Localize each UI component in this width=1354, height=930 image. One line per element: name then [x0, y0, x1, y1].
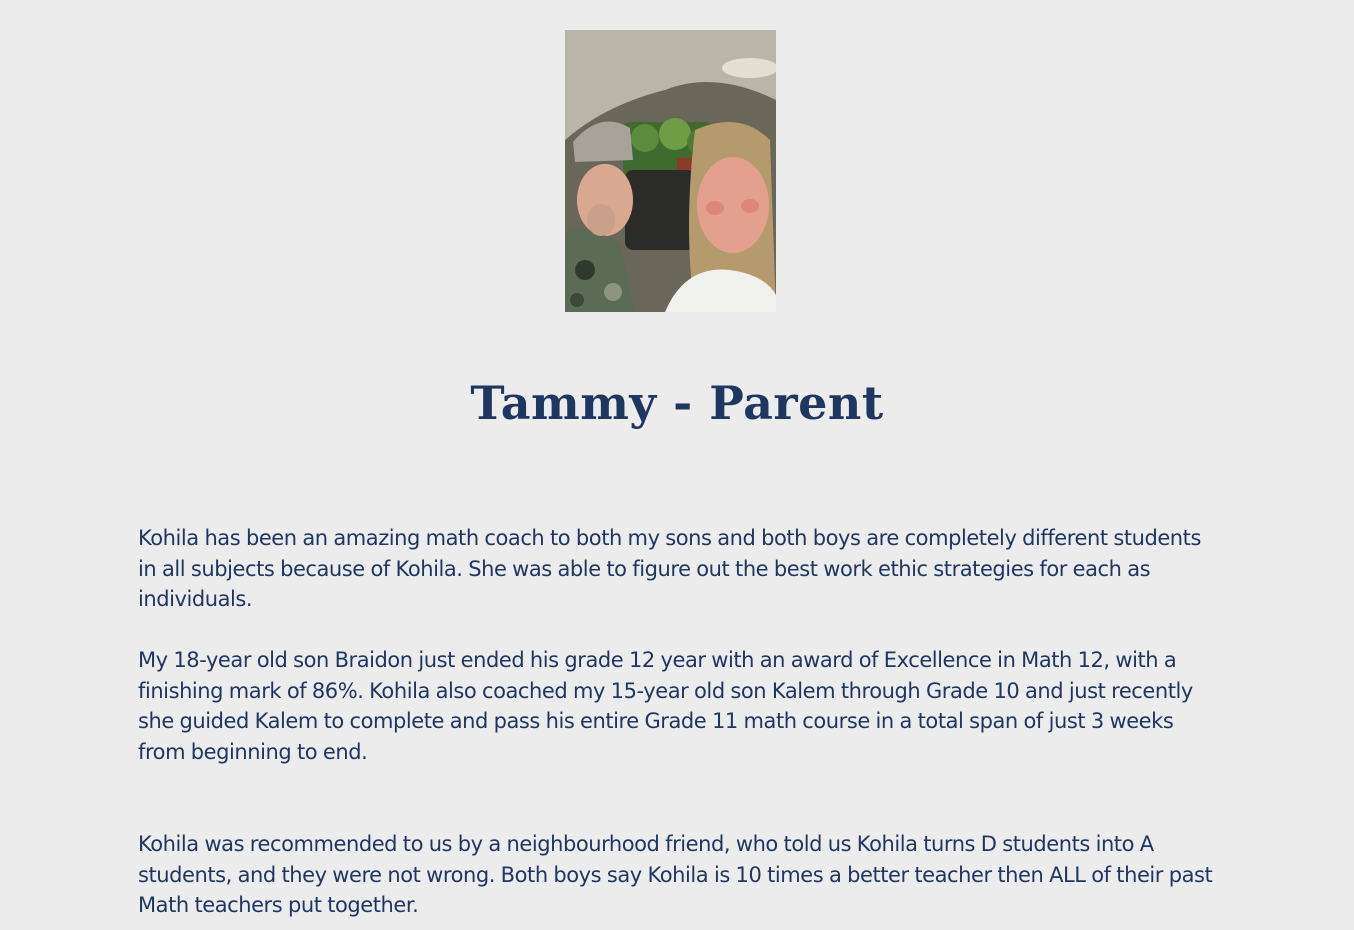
- testimonial-paragraph-3: Kohila was recommended to us by a neighbourhood friend, who told us Kohila turns D students into A students, and they were not wrong. Both boys say Kohila is 10 times a better teacher then ALL of their past Math teachers put together.: [138, 832, 1213, 917]
- testimonial-photo: [565, 30, 776, 312]
- testimonial-paragraph-2: My 18-year old son Braidon just ended his grade 12 year with an award of Excellence in Math 12, with a finishing mark of 86%. Kohila also coached my 15-year old son Kalem through Grade 10 and just recently she guided Kalem to complete and pass his entire Grade 11 math course in a total span of just 3 weeks from beginning to end.: [138, 648, 1193, 764]
- testimonial-name-title: Tammy - Parent: [470, 376, 884, 430]
- testimonial-paragraph-1: Kohila has been an amazing math coach to both my sons and both boys are completely different students in all subjects because of Kohila. She was able to figure out the best work ethic strategies for each as individuals.: [138, 526, 1201, 611]
